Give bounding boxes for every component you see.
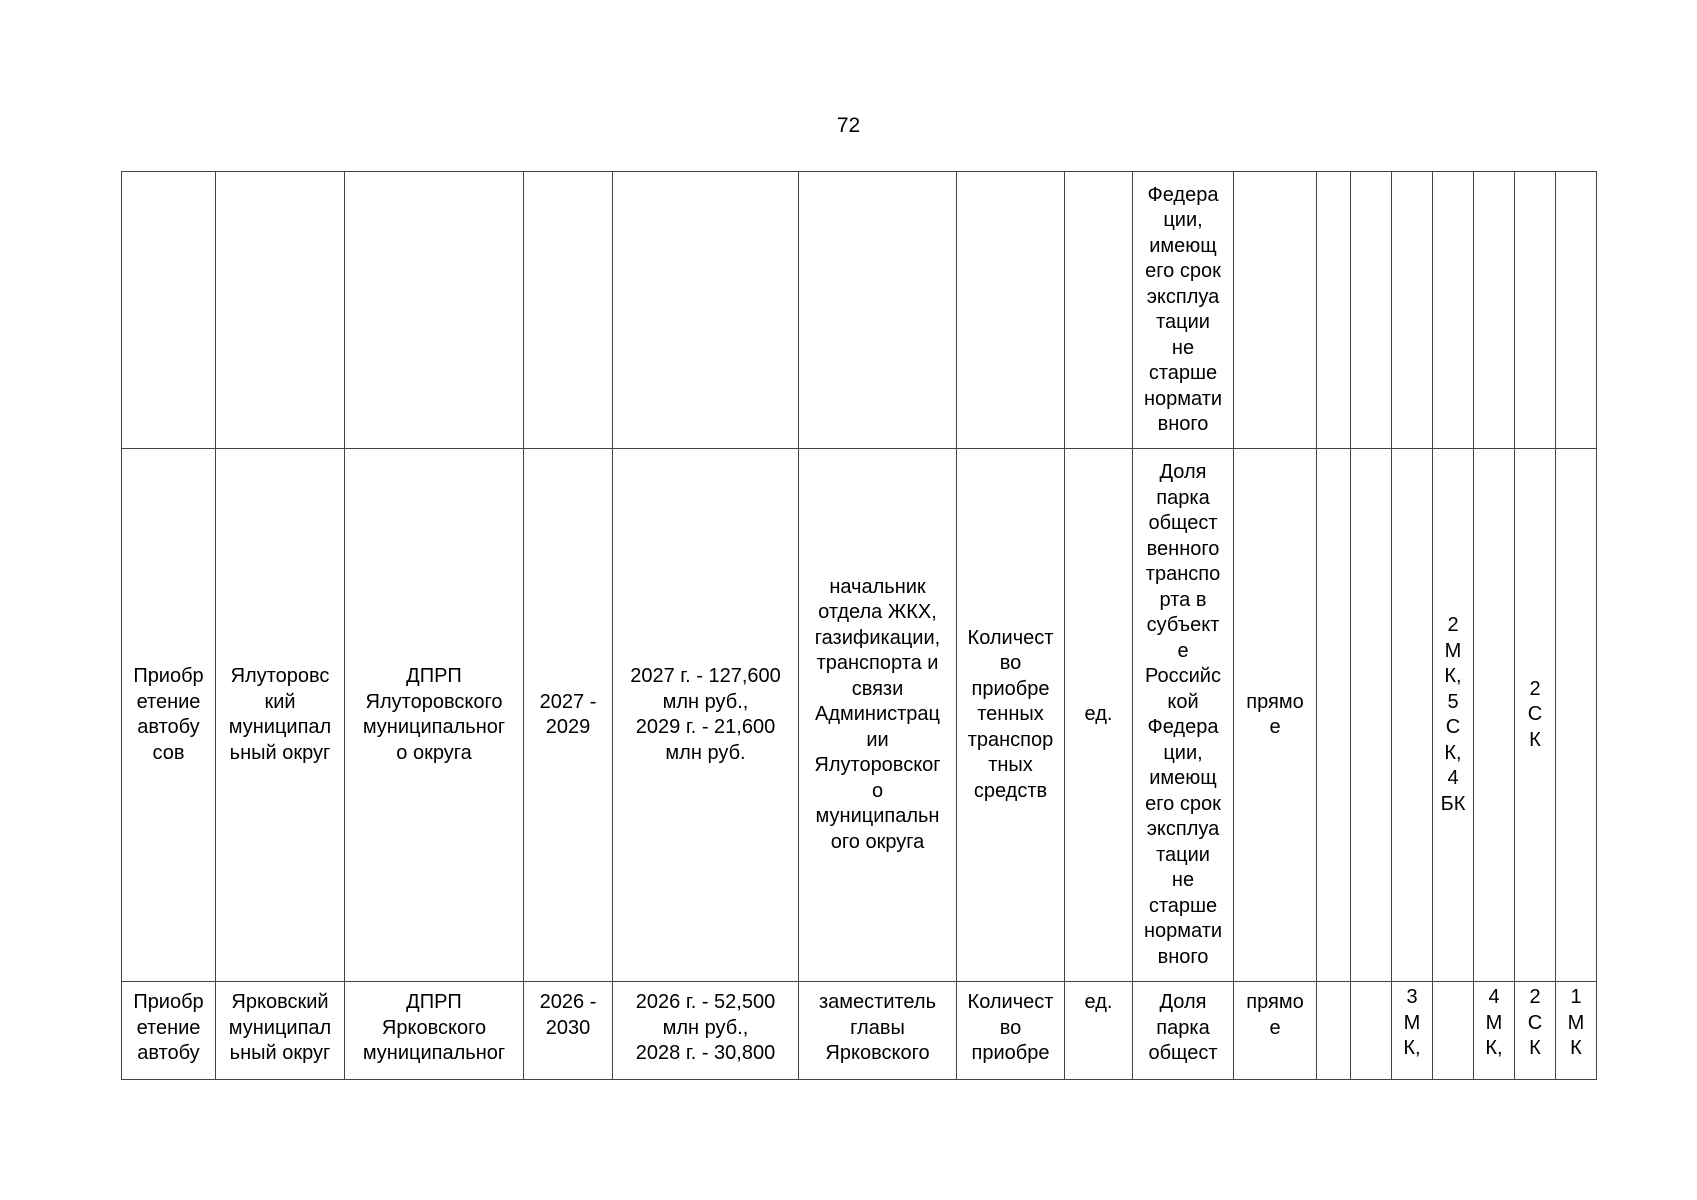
cell-year-2029 (1515, 172, 1556, 449)
cell-link-type: прямо е (1234, 449, 1317, 982)
cell-municipality: Ярковский муниципал ьный округ (216, 982, 345, 1080)
cell-year-2026 (1392, 449, 1433, 982)
cell-responsible (799, 172, 957, 449)
cell-year-2025 (1351, 982, 1392, 1080)
cell-year-2030 (1556, 172, 1597, 449)
cell-year-2026: 3 М К, (1392, 982, 1433, 1080)
table-row (122, 172, 1597, 449)
cell-year-2024 (1317, 982, 1351, 1080)
cell-unit: ед. (1065, 449, 1133, 982)
cell-year-2024 (1317, 449, 1351, 982)
table-row (122, 982, 1597, 1080)
cell-link-type (1234, 172, 1317, 449)
cell-program: ДПРП Ярковского муниципальног (345, 982, 524, 1080)
cell-indicator: Количест во приобре (957, 982, 1065, 1080)
cell-municipality (216, 172, 345, 449)
cell-year-2027 (1433, 982, 1474, 1080)
cell-year-2027 (1433, 172, 1474, 449)
table-row (122, 449, 1597, 982)
cell-funding (613, 172, 799, 449)
cell-goal-indicator: Доля парка общест венного транспо рта в субъект е Российс кой Федера ции, имеющ его срок эксплуа тации не старше нормати вного (1133, 449, 1234, 982)
cell-indicator: Количест во приобре тенных транспор тных средств (957, 449, 1065, 982)
cell-year-2030 (1556, 449, 1597, 982)
cell-year-2026 (1392, 172, 1433, 449)
cell-funding: 2027 г. - 127,600 млн руб., 2029 г. - 21,600 млн руб. (613, 449, 799, 982)
cell-year-2028: 4 М К, (1474, 982, 1515, 1080)
cell-program (345, 172, 524, 449)
cell-goal-indicator: Федера ции, имеющ его срок эксплуа тации не старше нормати вного (1133, 172, 1234, 449)
cell-program: ДПРП Ялуторовского муниципальног о округа (345, 449, 524, 982)
cell-goal-indicator: Доля парка общест (1133, 982, 1234, 1080)
cell-year-2025 (1351, 172, 1392, 449)
cell-year-2027: 2 М К, 5 С К, 4 БК (1433, 449, 1474, 982)
cell-indicator (957, 172, 1065, 449)
cell-year-2025 (1351, 449, 1392, 982)
cell-year-2029: 2 С К (1515, 449, 1556, 982)
cell-year-2028 (1474, 449, 1515, 982)
cell-responsible: заместитель главы Ярковского (799, 982, 957, 1080)
cell-unit: ед. (1065, 982, 1133, 1080)
cell-year-2029: 2 С К (1515, 982, 1556, 1080)
cell-period (524, 172, 613, 449)
cell-funding: 2026 г. - 52,500 млн руб., 2028 г. - 30,800 (613, 982, 799, 1080)
cell-year-2028 (1474, 172, 1515, 449)
cell-period: 2027 - 2029 (524, 449, 613, 982)
program-measures-table (121, 171, 1597, 1080)
cell-measure (122, 172, 216, 449)
cell-measure: Приобр етение автобу (122, 982, 216, 1080)
cell-unit (1065, 172, 1133, 449)
cell-year-2024 (1317, 172, 1351, 449)
cell-measure: Приобр етение автобу сов (122, 449, 216, 982)
cell-period: 2026 - 2030 (524, 982, 613, 1080)
cell-municipality: Ялуторовс кий муниципал ьный округ (216, 449, 345, 982)
cell-responsible: начальник отдела ЖКХ, газификации, транспорта и связи Администрац ии Ялуторовског о муниципальн ого округа (799, 449, 957, 982)
cell-link-type: прямо е (1234, 982, 1317, 1080)
cell-year-2030: 1 М К (1556, 982, 1597, 1080)
page-number: 72 (836, 114, 861, 137)
